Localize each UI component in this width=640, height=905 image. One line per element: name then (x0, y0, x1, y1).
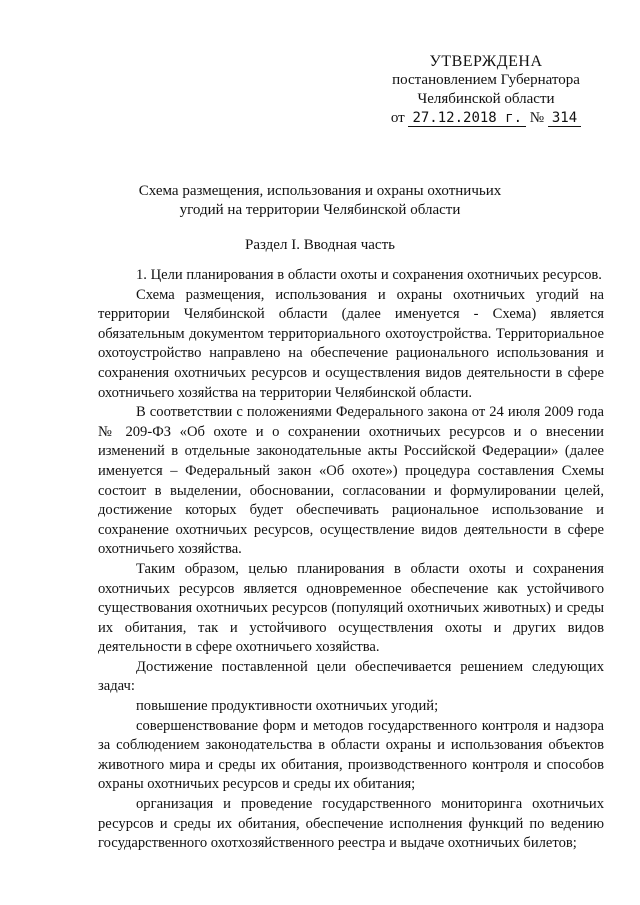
paragraph-goals-heading: 1. Цели планирования в области охоты и сохранения охотничьих ресурсов. (136, 267, 602, 283)
approval-number: 314 (548, 111, 581, 127)
list-item: повышение продуктивности охотничьих угодий; (136, 698, 439, 715)
paragraph: В соответствии с положениями Федерального закона от 24 июля 2009 года № 209-ФЗ «Об охоте и о сохранении охотничьих ресурсов и о внесении изменений в отдельные законодательные акты Российской Федерации» (далее именуется – Федеральный закон «Об охоте») процедура составления Схемы состоит в выделении, обосновании, согласовании и формулировании целей, достижение которых будет обеспечивать рациональное использование и сохранение охотничьих ресурсов, осуществление видов деятельности в сфере охотничьего хозяйства. (98, 404, 604, 558)
document-body (98, 266, 604, 854)
section-title: Раздел I. Вводная часть (245, 237, 395, 253)
approval-line-2: Челябинской области (417, 91, 555, 107)
paragraph: Схема размещения, использования и охраны охотничьих угодий на территории Челябинской области (далее именуется - Схема) является обязательным документом территориального охотоустройства. Территориальное охотоустройство направлено на обеспечение рационального использования и сохранения охотничьих ресурсов и осуществления видов деятельности в сфере охотничьего хозяйства на территории Челябинской области. (98, 286, 604, 401)
date-prefix: от (390, 110, 405, 126)
list-item: совершенствование форм и методов государственного контроля и надзора за соблюдением законодательства в области охраны и использования объектов животного мира и среды их обитания, производственного контроля и способов охраны охотничьих ресурсов и среды их обитания; (98, 717, 604, 793)
approval-line-1: постановлением Губернатора (392, 72, 580, 88)
list-item: организация и проведение государственного мониторинга охотничьих ресурсов и среды их обитания, обеспечение исполнения функций по ведению государственного охотхозяйственного реестра и выдаче охотничьих билетов; (98, 796, 604, 852)
approval-date: 27.12.2018 г. (408, 111, 526, 127)
paragraph: Достижение поставленной цели обеспечивается решением следующих задач: (98, 658, 604, 695)
number-prefix: № (529, 110, 545, 126)
document-title-line-2: угодий на территории Челябинской области (179, 202, 461, 218)
paragraph: Таким образом, целью планирования в области охоты и сохранения охотничьих ресурсов является одновременное обеспечение как устойчивого существования охотничьих ресурсов (популяций охотничьих животных) и среды их обитания, так и устойчивого осуществления охоты и других видов деятельности в сфере охотничьего хозяйства. (98, 560, 604, 656)
approval-stamp (366, 52, 606, 128)
approval-title: УТВЕРЖДЕНА (429, 53, 543, 70)
approval-date-line (366, 109, 606, 128)
document-title-line-1: Схема размещения, использования и охраны охотничьих (138, 183, 502, 199)
document-title (100, 182, 540, 220)
